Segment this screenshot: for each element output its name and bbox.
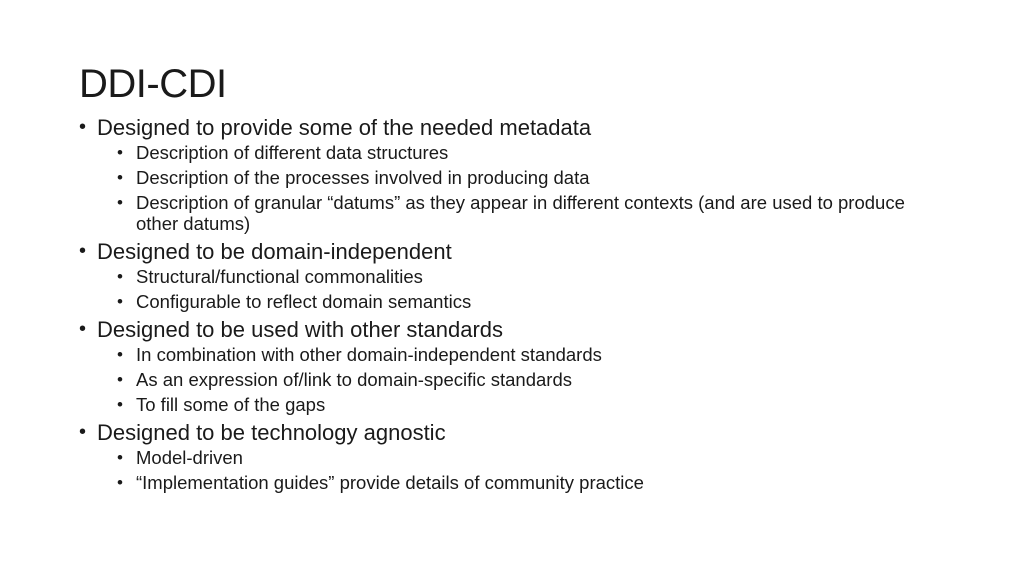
slide-body (79, 114, 949, 493)
sub-bullet-text: “Implementation guides” provide details of community practice (136, 472, 644, 493)
bullet-text: Designed to provide some of the needed metadata (97, 115, 592, 140)
bullet-dot-icon: • (117, 448, 123, 467)
sub-bullet-list (117, 447, 949, 493)
bullet-dot-icon: • (117, 473, 123, 492)
bullet-item (79, 114, 949, 234)
bullet-item (79, 316, 949, 415)
sub-bullet-text: To fill some of the gaps (136, 394, 326, 415)
bullet-text: Designed to be domain-independent (97, 239, 452, 264)
sub-bullet-text: Description of granular “datums” as they appear in different contexts (and are used to produce other datums) (136, 192, 905, 234)
sub-bullet-text: Structural/functional commonalities (136, 266, 423, 287)
bullet-list (79, 114, 949, 493)
sub-bullet-list (117, 266, 949, 312)
sub-bullet-text: In combination with other domain-independent standards (136, 344, 602, 365)
bullet-dot-icon: • (117, 168, 123, 187)
bullet-dot-icon: • (79, 116, 87, 138)
sub-bullet-item (117, 142, 949, 163)
bullet-dot-icon: • (117, 370, 123, 389)
bullet-dot-icon: • (117, 267, 123, 286)
sub-bullet-item (117, 266, 949, 287)
sub-bullet-item (117, 394, 949, 415)
sub-bullet-item (117, 369, 949, 390)
sub-bullet-text: Description of different data structures (136, 142, 449, 163)
sub-bullet-item (117, 447, 949, 468)
sub-bullet-item (117, 192, 949, 234)
bullet-item (79, 238, 949, 312)
bullet-dot-icon: • (117, 193, 123, 212)
bullet-dot-icon: • (117, 345, 123, 364)
sub-bullet-text: Model-driven (136, 447, 243, 468)
bullet-dot-icon: • (79, 318, 87, 340)
bullet-item (79, 419, 949, 493)
sub-bullet-item (117, 167, 949, 188)
bullet-dot-icon: • (79, 421, 87, 443)
bullet-dot-icon: • (117, 143, 123, 162)
bullet-text: Designed to be technology agnostic (97, 420, 446, 445)
sub-bullet-item (117, 472, 949, 493)
sub-bullet-text: Description of the processes involved in producing data (136, 167, 590, 188)
sub-bullet-item (117, 291, 949, 312)
bullet-dot-icon: • (117, 395, 123, 414)
slide-title: DDI-CDI (79, 62, 227, 106)
sub-bullet-list (117, 142, 949, 234)
bullet-dot-icon: • (117, 292, 123, 311)
sub-bullet-text: As an expression of/link to domain-specific standards (136, 369, 572, 390)
sub-bullet-list (117, 344, 949, 415)
bullet-dot-icon: • (79, 240, 87, 262)
sub-bullet-item (117, 344, 949, 365)
sub-bullet-text: Configurable to reflect domain semantics (136, 291, 472, 312)
bullet-text: Designed to be used with other standards (97, 317, 504, 342)
